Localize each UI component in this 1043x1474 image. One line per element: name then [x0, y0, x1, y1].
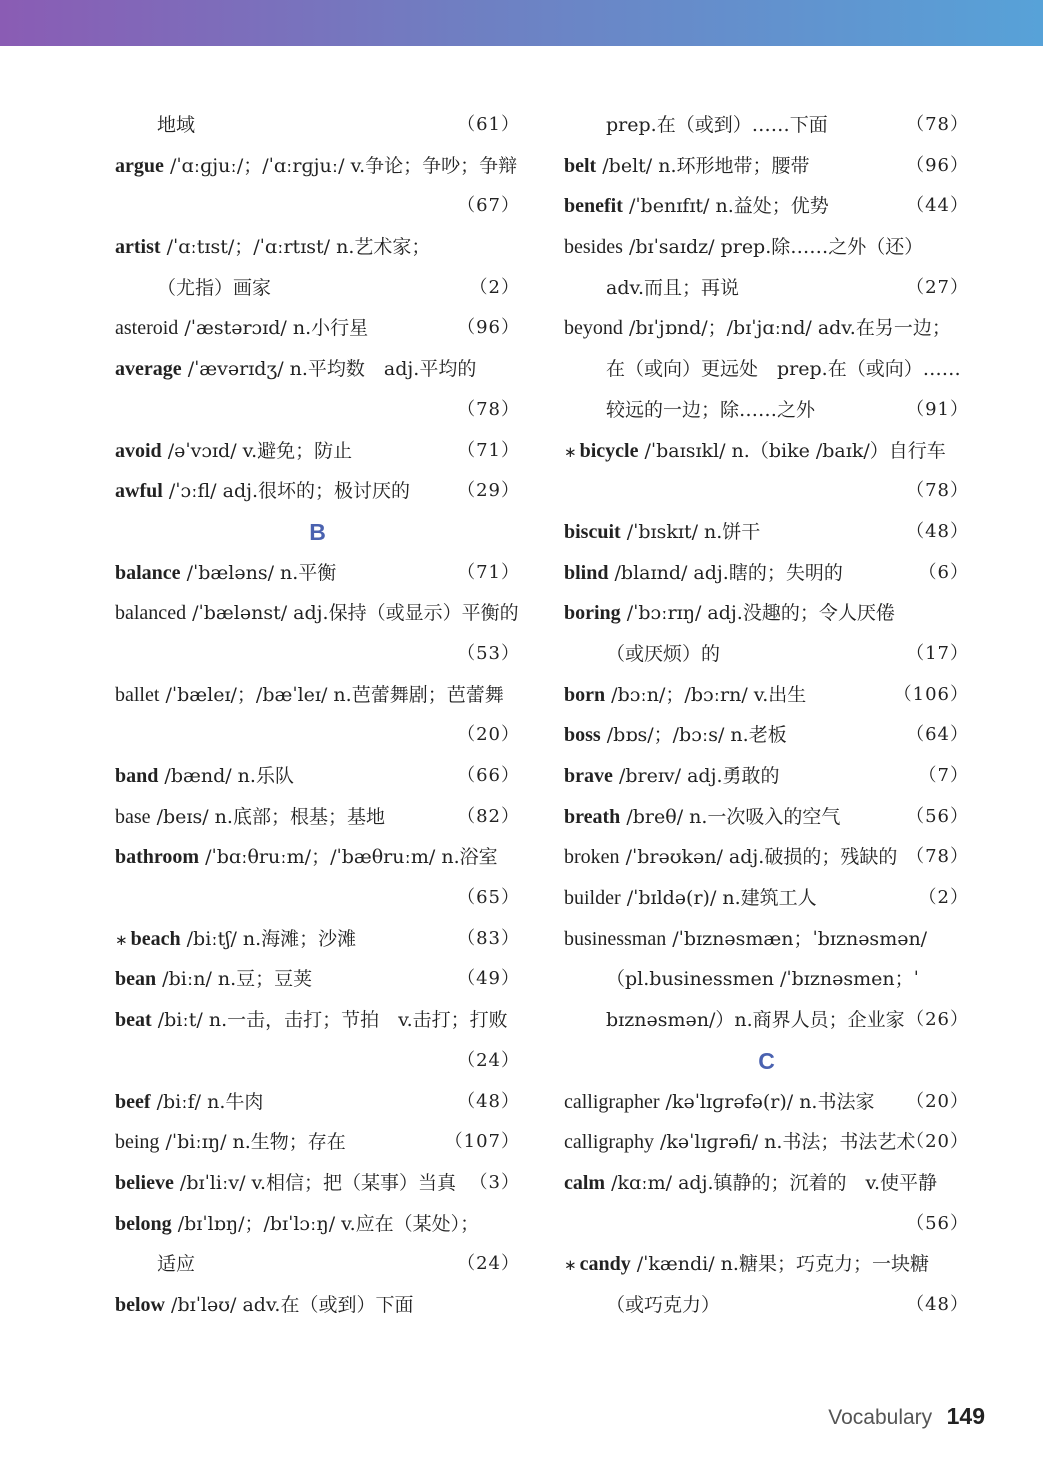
entry-definition: /ˈbæleɪ/；/bæˈleɪ/ n.芭蕾舞剧；芭蕾舞: [165, 683, 504, 706]
page-reference: （20）: [457, 724, 520, 746]
page-reference: （17）: [906, 642, 969, 664]
entry-headword: argue: [115, 154, 164, 177]
entry-body: [564, 227, 923, 268]
entry-headword: believe: [115, 1171, 174, 1194]
entry-body: [564, 186, 829, 227]
glossary-entry: [115, 308, 520, 349]
glossary-entry: [115, 431, 520, 472]
entry-body: [564, 146, 810, 187]
entry-body: [564, 797, 840, 838]
entry-body: [157, 105, 195, 146]
entry-definition: /ˈbælənst/ adj.保持（或显示）平衡的: [192, 602, 519, 625]
glossary-entry-continuation: [564, 1285, 969, 1326]
entry-headword: bathroom: [115, 846, 200, 869]
glossary-entry-continuation: [115, 715, 520, 756]
entry-headword: boring: [564, 602, 621, 625]
entry-definition: /bɔːn/；/bɔːrn/ v.出生: [611, 683, 807, 706]
entry-definition: /ˈbɪskɪt/ n.饼干: [626, 520, 761, 543]
entry-definition: 在（或向）更远处 prep.在（或向）……: [606, 358, 961, 381]
page-reference: （78）: [906, 480, 969, 502]
page-reference: （78）: [906, 114, 969, 135]
page-reference: （53）: [457, 642, 520, 664]
entry-definition: /ˈbaɪsɪkl/ n.（bike /baɪk/）自行车: [644, 439, 946, 462]
entry-definition: /biːt/ n.一击，击打；节拍 v.击打；打败: [157, 1009, 508, 1032]
entry-headword: bicycle: [579, 439, 639, 462]
entry-headword: balance: [115, 561, 181, 584]
glossary-entry: [115, 553, 520, 594]
entry-body: [115, 1285, 413, 1326]
entry-definition: /ˈbiːɪŋ/ n.生物；存在: [165, 1131, 346, 1154]
glossary-entry-continuation: [115, 1244, 520, 1285]
glossary-entry: [564, 1082, 969, 1123]
entry-definition: /bɪˈləʊ/ adv.在（或到）下面: [171, 1293, 414, 1316]
entry-definition: /ˈɔːfl/ adj.很坏的；极讨厌的: [168, 480, 411, 503]
entry-definition: /ˈɑːtɪst/；/ˈɑːrtɪst/ n.艺术家；: [166, 236, 431, 259]
entry-body: [115, 1163, 456, 1204]
entry-definition: /əˈvɔɪd/ v.避免；防止: [167, 439, 353, 462]
entry-headword: born: [564, 683, 606, 706]
glossary-entry-continuation: [564, 105, 969, 146]
entry-headword: artist: [115, 236, 161, 259]
page-reference: （26）: [906, 1009, 969, 1031]
entry-definition: （或厌烦）的: [606, 642, 721, 665]
page-reference: （6）: [918, 561, 969, 583]
entry-headword: calm: [564, 1171, 606, 1194]
page-reference: （71）: [457, 561, 520, 583]
section-letter-heading: B: [309, 518, 326, 545]
entry-headword: candy: [579, 1253, 631, 1276]
entry-definition: /biːtʃ/ n.海滩；沙滩: [186, 927, 357, 950]
page-reference: （91）: [906, 398, 969, 420]
glossary-entry-continuation: [564, 349, 969, 390]
glossary-entry-continuation: [115, 268, 520, 309]
glossary-entry: [115, 1000, 520, 1041]
page-reference: （3）: [469, 1171, 520, 1193]
entry-definition: /ˈɑːɡjuː/；/ˈɑːrɡjuː/ v.争论；争吵；争辩: [169, 154, 518, 177]
entry-definition: /blaɪnd/ adj.瞎的；失明的: [614, 561, 843, 584]
header-gradient-bar: [0, 0, 1043, 46]
glossary-entry: [564, 308, 969, 349]
glossary-entry: [564, 756, 969, 797]
page-reference: （44）: [906, 195, 969, 217]
glossary-entry: [115, 1082, 520, 1123]
entry-body: [564, 431, 946, 473]
entry-headword: breath: [564, 805, 621, 828]
entry-body: [564, 1122, 915, 1163]
entry-headword: beyond: [564, 317, 623, 340]
glossary-entry: [564, 675, 969, 716]
entry-body: [115, 797, 385, 838]
entry-definition: bɪznəsmən/）n.商界人员；企业家: [606, 1009, 905, 1032]
glossary-column-left: [115, 105, 520, 1326]
entry-definition: 地域: [157, 114, 196, 136]
entry-body: [115, 1082, 263, 1123]
entry-headword: avoid: [115, 439, 162, 462]
star-marker-icon: ∗: [115, 930, 128, 949]
glossary-entry-continuation: [115, 105, 520, 146]
entry-body: [564, 675, 806, 716]
entry-body: [564, 593, 895, 634]
entry-definition: /kəˈlɪɡrəfə(r)/ n.书法家: [665, 1090, 875, 1113]
entry-definition: /bɪˈsaɪdz/ prep.除……之外（还）: [628, 236, 924, 259]
glossary-entry-continuation: [115, 390, 520, 431]
entry-definition: /ˈbɪznəsmæn；ˈbɪznəsmən/: [672, 927, 928, 950]
entry-body: [606, 1285, 720, 1326]
glossary-entry: [564, 715, 969, 756]
entry-body: [115, 349, 476, 390]
page-reference: （48）: [457, 1090, 520, 1112]
glossary-entry-continuation: [564, 1204, 969, 1245]
entry-headword: builder: [564, 887, 621, 910]
glossary-entry: [564, 797, 969, 838]
entry-definition: /bɪˈlɒŋ/；/bɪˈlɔːŋ/ v.应在（某处）；: [177, 1212, 480, 1235]
glossary-entry: [564, 512, 969, 553]
entry-body: [115, 919, 356, 961]
glossary-entry: [564, 878, 969, 919]
entry-definition: （pl.businessmen /ˈbɪznəsmen；ˈ: [606, 968, 919, 991]
page-reference: （7）: [918, 765, 969, 786]
entry-body: [564, 1163, 937, 1204]
page-reference: （83）: [457, 927, 520, 949]
entry-definition: /ˈbenɪfɪt/ n.益处；优势: [628, 195, 829, 218]
glossary-column-right: [564, 105, 969, 1326]
entry-body: [606, 390, 815, 431]
entry-body: [564, 837, 897, 878]
entry-definition: （或巧克力）: [606, 1293, 721, 1316]
entry-headword: brave: [564, 765, 613, 787]
entry-body: [115, 146, 517, 187]
entry-headword: beat: [115, 1009, 152, 1032]
entry-definition: /breθ/ n.一次吸入的空气: [626, 805, 841, 828]
page-reference: （20）: [906, 1090, 969, 1112]
footer-section-label: Vocabulary: [828, 1406, 933, 1429]
page-reference: （2）: [918, 887, 969, 909]
entry-headword: below: [115, 1293, 165, 1316]
entry-definition: /ˈævərɪdʒ/ n.平均数 adj.平均的: [187, 358, 477, 381]
glossary-entry: [564, 1122, 969, 1163]
glossary-entry: [564, 1244, 969, 1285]
entry-definition: /ˈbɪldə(r)/ n.建筑工人: [626, 887, 817, 910]
glossary-entry: [564, 919, 969, 960]
glossary-entry: [115, 349, 520, 390]
entry-body: [115, 593, 519, 634]
entry-headword: band: [115, 765, 159, 787]
entry-definition: /bɒs/；/bɔːs/ n.老板: [606, 724, 787, 747]
glossary-entry-continuation: [564, 471, 969, 512]
entry-body: [564, 756, 780, 797]
entry-definition: /beɪs/ n.底部；根基；基地: [156, 805, 385, 828]
entry-definition: /ˈæstərɔɪd/ n.小行星: [184, 317, 369, 340]
page-reference: （29）: [457, 480, 520, 502]
glossary-entry: [115, 471, 520, 512]
section-letter-heading: C: [758, 1047, 775, 1074]
page-reference: （96）: [457, 317, 520, 339]
page-reference: （82）: [457, 805, 520, 827]
page-reference: （2）: [469, 276, 520, 298]
glossary-entry: [564, 186, 969, 227]
entry-definition: /belt/ n.环形地带；腰带: [602, 154, 810, 177]
entry-headword: blind: [564, 561, 609, 584]
entry-headword: being: [115, 1131, 160, 1154]
glossary-entry: [564, 837, 969, 878]
entry-body: [115, 471, 410, 512]
glossary-entry: [564, 227, 969, 268]
glossary-entry: [115, 837, 520, 878]
entry-body: [115, 675, 504, 716]
entry-definition: /bɪˈjɒnd/；/bɪˈjɑːnd/ adv.在另一边；: [628, 317, 951, 340]
entry-headword: belt: [564, 154, 597, 177]
entry-headword: beach: [130, 927, 181, 950]
entry-body: [564, 308, 951, 349]
entry-body: [115, 431, 352, 472]
glossary-entry: [115, 227, 520, 268]
entry-headword: calligrapher: [564, 1090, 660, 1113]
entry-body: [157, 1244, 195, 1285]
entry-body: [115, 959, 312, 1000]
entry-headword: benefit: [564, 195, 623, 218]
page-reference: （64）: [906, 724, 969, 746]
glossary-entry-continuation: [564, 390, 969, 431]
entry-body: [157, 268, 271, 309]
page-reference: （56）: [906, 805, 969, 827]
entry-headword: average: [115, 358, 182, 381]
page-footer: [828, 1403, 985, 1430]
entry-definition: /biːf/ n.牛肉: [156, 1090, 264, 1113]
page-reference: （96）: [906, 154, 969, 176]
glossary-entry-continuation: [564, 959, 969, 1000]
glossary-entry: [564, 431, 969, 472]
entry-definition: /bænd/ n.乐队: [164, 765, 294, 787]
entry-definition: /ˈbrəʊkən/ adj.破损的；残缺的: [625, 846, 898, 869]
entry-body: [606, 634, 720, 675]
entry-body: [564, 512, 760, 553]
entry-definition: /ˈbæləns/ n.平衡: [186, 561, 337, 584]
glossary-entry: [115, 797, 520, 838]
star-marker-icon: ∗: [564, 442, 577, 461]
entry-body: [606, 105, 828, 146]
entry-definition: 适应: [157, 1253, 196, 1276]
glossary-entry: [115, 593, 520, 634]
entry-body: [564, 1244, 929, 1286]
page-reference: （78）: [457, 398, 520, 420]
entry-body: [564, 553, 843, 594]
entry-body: [115, 1122, 346, 1163]
entry-definition: adv.而且；再说: [606, 276, 740, 299]
glossary-entry: [564, 1163, 969, 1204]
entry-headword: asteroid: [115, 317, 179, 340]
entry-definition: /bɪˈliːv/ v.相信；把（某事）当真: [179, 1171, 457, 1194]
glossary-entry-continuation: [115, 186, 520, 227]
page-reference: （65）: [457, 887, 520, 909]
page-reference: （48）: [906, 520, 969, 542]
page-reference: （56）: [906, 1212, 969, 1234]
entry-headword: besides: [564, 236, 623, 259]
entry-headword: base: [115, 805, 151, 828]
glossary-entry: [115, 1204, 520, 1245]
star-marker-icon: ∗: [564, 1256, 577, 1275]
page-reference: （61）: [457, 114, 520, 135]
glossary-entry: [115, 675, 520, 716]
page-reference: （66）: [457, 765, 520, 786]
glossary-entry: [115, 959, 520, 1000]
entry-body: [115, 227, 430, 268]
entry-body: [606, 1000, 905, 1041]
entry-headword: ballet: [115, 683, 160, 706]
entry-headword: awful: [115, 480, 163, 503]
entry-body: [606, 349, 961, 390]
entry-headword: calligraphy: [564, 1131, 654, 1154]
entry-headword: businessman: [564, 927, 667, 950]
page-reference: （78）: [906, 846, 969, 868]
entry-body: [115, 1000, 508, 1041]
entry-headword: biscuit: [564, 520, 621, 543]
entry-body: [564, 878, 817, 919]
glossary-entry: [115, 756, 520, 797]
page-reference: （20）: [906, 1131, 969, 1153]
entry-body: [115, 1204, 479, 1245]
entry-headword: bean: [115, 968, 157, 991]
entry-definition: /kəˈlɪɡrəfi/ n.书法；书法艺术: [660, 1131, 916, 1154]
glossary-entry: [115, 1285, 520, 1326]
page-reference: （67）: [457, 195, 520, 217]
page-reference: （106）: [893, 683, 969, 705]
entry-body: [606, 959, 919, 1000]
entry-headword: beef: [115, 1090, 151, 1113]
glossary-entry-continuation: [115, 878, 520, 919]
page-reference: （49）: [457, 968, 520, 990]
entry-body: [115, 837, 498, 878]
entry-headword: balanced: [115, 602, 187, 625]
entry-body: [115, 756, 294, 797]
entry-headword: belong: [115, 1212, 172, 1235]
entry-headword: broken: [564, 846, 620, 869]
entry-body: [115, 308, 368, 349]
glossary-entry-continuation: [564, 268, 969, 309]
glossary-entry: [115, 146, 520, 187]
entry-body: [564, 715, 787, 756]
glossary-entry: [115, 1122, 520, 1163]
glossary-entry: [115, 919, 520, 960]
entry-definition: /ˈbɑːθruːm/；/ˈbæθruːm/ n.浴室: [205, 846, 498, 869]
entry-body: [115, 553, 336, 594]
page-reference: （48）: [906, 1293, 969, 1315]
glossary-entry-continuation: [564, 1000, 969, 1041]
entry-definition: /kɑːm/ adj.镇静的；沉着的 v.使平静: [611, 1171, 938, 1194]
entry-definition: /ˈkændi/ n.糖果；巧克力；一块糖: [636, 1253, 929, 1276]
entry-body: [564, 919, 927, 960]
glossary-entry-continuation: [115, 1041, 520, 1082]
glossary-entry: [564, 553, 969, 594]
page-reference: （107）: [444, 1131, 520, 1153]
entry-body: [606, 268, 739, 309]
page-reference: （27）: [906, 276, 969, 298]
entry-definition: 较远的一边；除……之外: [606, 398, 816, 421]
page-reference: （71）: [457, 439, 520, 461]
glossary-entry-continuation: [115, 634, 520, 675]
entry-definition: /biːn/ n.豆；豆荚: [162, 968, 313, 991]
page-reference: （24）: [457, 1049, 520, 1071]
glossary-entry: [564, 593, 969, 634]
entry-body: [564, 1082, 874, 1123]
entry-definition: （尤指）画家: [157, 276, 272, 299]
page-reference: （24）: [457, 1253, 520, 1275]
glossary-entry: [115, 1163, 520, 1204]
page-number: 149: [946, 1403, 985, 1429]
entry-definition: /breɪv/ adj.勇敢的: [618, 765, 780, 787]
glossary-entry-continuation: [564, 634, 969, 675]
entry-definition: prep.在（或到）……下面: [606, 114, 828, 136]
entry-definition: /ˈbɔːrɪŋ/ adj.没趣的；令人厌倦: [626, 602, 895, 625]
glossary-entry: [564, 146, 969, 187]
entry-headword: boss: [564, 724, 601, 747]
